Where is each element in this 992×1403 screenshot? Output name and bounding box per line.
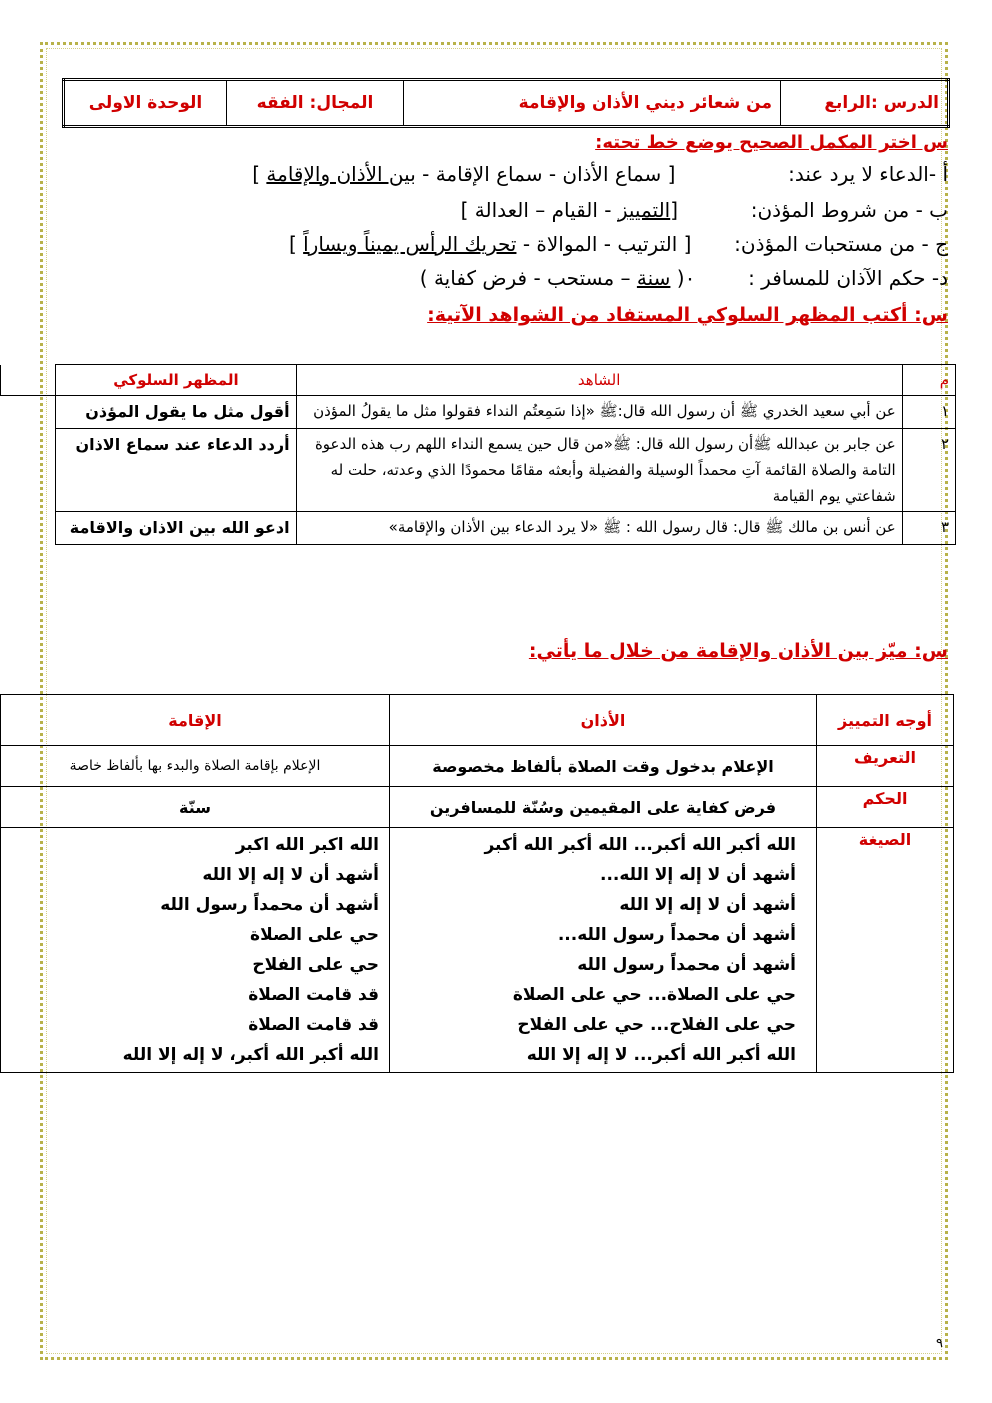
q2-title: س: أكتب المظهر السلوكي المستفاد من الشواهد الآتية: <box>427 304 948 326</box>
q1-item-a: أ -الدعاء لا يرد عند: [ سماع الأذان - سماع الإقامة - بين الأذان والإقامة ] <box>252 162 948 186</box>
q1-item-b: ب - من شروط المؤذن: [التمييز - القيام – العدالة ] <box>460 198 948 222</box>
q1-title: س اختر المكمل الصحيح يوضع خط تحته: <box>595 132 948 153</box>
table-row <box>1 828 954 1073</box>
header-table <box>62 78 950 128</box>
table-row <box>1 787 954 828</box>
col-num: م <box>902 365 955 396</box>
lesson-title: من شعائر ديني الأذان والإقامة <box>404 80 781 127</box>
comparison-table <box>0 694 954 1073</box>
definition-adhan: الإعلام بدخول وقت الصلاة بألفاظ مخصوصة <box>390 746 817 787</box>
page-number: ٩ <box>936 1336 943 1351</box>
row-num: ٣ <box>902 512 955 545</box>
row-evidence: عن أبي سعيد الخدري ﷺ أن رسول الله قال:ﷺ «إذا سَمِعتُم النداء فقولوا مثل ما يقولُ المؤذن <box>296 396 902 429</box>
col-behavior: المظهر السلوكي <box>56 365 296 396</box>
row-behavior: أقول مثل ما يقول المؤذن <box>56 396 296 429</box>
table-row <box>1 746 954 787</box>
unit-label: الوحدة الاولى <box>64 80 227 127</box>
formula-adhan: الله أكبر الله أكبر... الله أكبر الله أكبر أشهد أن لا إله إلا الله... أشهد أن لا إله إلا الله أشهد أن محمداً رسول الله... أشهد أن محمداً رسول الله حي على الصلاة... حي على الصلاة حي على الفلاح... حي على الفلاح الله أكبر الله أكبر... لا إله إلا الله <box>390 828 817 1073</box>
table-row <box>1 396 956 429</box>
lesson-label: الدرس :الرابع <box>781 80 949 127</box>
table-row <box>1 429 956 512</box>
q3-title: س: ميّز بين الأذان والإقامة من خلال ما يأتي: <box>528 640 948 662</box>
q1-item-c: ج - من مستحبات المؤذن: [ الترتيب - الموالاة - تحريك الرأس يميناً ويساراً ] <box>288 232 948 256</box>
ruling-iqama: سنّة <box>1 787 390 828</box>
row-evidence: عن أنس بن مالك ﷺ قال: قال رسول الله : ﷺ «لا يرد الدعاء بين الأذان والإقامة» <box>296 512 902 545</box>
formula-label: الصيغة <box>817 828 954 1073</box>
col-evidence: الشاهد <box>296 365 902 396</box>
ruling-adhan: فرض كفاية على المقيمين وسُنّة للمسافرين <box>390 787 817 828</box>
col-adhan: الأذان <box>390 695 817 746</box>
row-behavior: أردد الدعاء عند سماع الاذان <box>56 429 296 512</box>
row-num: ١ <box>902 396 955 429</box>
evidence-table <box>0 364 956 545</box>
definition-iqama: الإعلام بإقامة الصلاة والبدء بها بألفاظ خاصة <box>1 746 390 787</box>
formula-iqama: الله اكبر الله اكبر أشهد أن لا إله إلا الله أشهد أن محمداً رسول الله حي على الصلاة حي على الفلاح قد قامت الصلاة قد قامت الصلاة الله أكبر الله أكبر، لا إله إلا الله <box>1 828 390 1073</box>
col-aspect: أوجه التمييز <box>817 695 954 746</box>
definition-label: التعريف <box>817 746 954 787</box>
ruling-label: الحكم <box>817 787 954 828</box>
row-evidence: عن جابر بن عبدالله ﷺأن رسول الله قال: ﷺ«من قال حين يسمع النداء اللهم رب هذه الدعوة التامة والصلاة القائمة آتِ محمداً الوسيلة والفضيلة وأبعثه مقامًا محمودًا الذي وعدته، حلت له شفاعتي يوم القيامة <box>296 429 902 512</box>
q1-item-d: د- حكم الآذان للمسافر : ٠( سنة – مستحب - فرض كفاية ) <box>419 266 948 290</box>
field-label: المجال: الفقه <box>227 80 404 127</box>
table-row <box>1 512 956 545</box>
row-num: ٢ <box>902 429 955 512</box>
col-iqama: الإقامة <box>1 695 390 746</box>
row-behavior: ادعو الله بين الاذان والاقامة <box>56 512 296 545</box>
